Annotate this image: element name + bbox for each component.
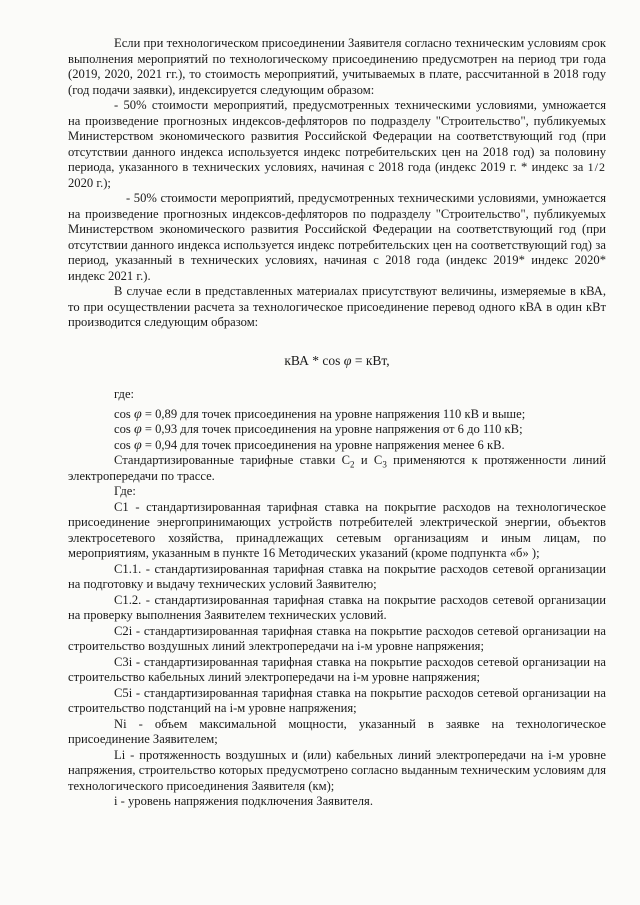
half-period-index-b: 2020 г.); [68, 175, 111, 190]
paragraph-indexation-intro: Если при технологическом присоединении Заявителя согласно техническим условиям срок выполнения мероприятий по технологическому присоединению предусмотрен на период три года (2019, 2020, 2021 гг.), то стоимость мероприятий, учитываемых в плате, рассчитанной в 2018 году (год подачи заявки), индексируется следующим образом: [68, 36, 606, 97]
formula-right: = кВт, [354, 352, 390, 368]
tariff-note-b: и С [360, 453, 383, 467]
definition-c1: С1 - стандартизированная тарифная ставка на покрытие расходов на технологическое присоединение энергопринимающих устройств потребителей электрической энергии, объектов электросетевого хозяйства, принадлежащих сетевым организациям и иным лицам, по мероприятиям, указанным в пункте 16 Методических указаний (кроме подпункта «б» ); [68, 499, 606, 560]
where-label-2: Где: [114, 484, 136, 498]
cos-line-1 [68, 407, 606, 423]
definition-c3i: С3i - стандартизированная тарифная ставка на покрытие расходов сетевой организации на строительство кабельных линий электропередачи на i-м уровне напряжения; [68, 654, 606, 684]
definition-c1-2: С1.2. - стандартизированная тарифная ставка на покрытие расходов сетевой организации на проверку выполнения Заявителем технических условий. [68, 592, 606, 622]
where-label: где: [114, 387, 135, 401]
cos-value-text: = 0,94 для точек присоединения на уровне напряжения менее 6 кВ. [144, 437, 505, 452]
cos-line-3 [68, 438, 606, 454]
subscript-3: 3 [382, 459, 387, 470]
half-period-index-a: (индекс 2019 г. * индекс за [435, 160, 584, 174]
cos-prefix: cos [114, 437, 131, 452]
half-fraction: 1/2 [587, 160, 606, 174]
definition-i: i - уровень напряжения подключения Заявителя. [114, 794, 373, 808]
phi-symbol: φ [343, 353, 352, 369]
tariff-note-c: применяются к протяженности линий электропередачи по трассе. [68, 453, 606, 483]
formula-left: кВА * cos [284, 352, 341, 368]
definition-ni: Ni - объем максимальной мощности, указанный в заявке на технологическое присоединение Заявителем; [68, 716, 606, 746]
definition-c1-1: С1.1. - стандартизированная тарифная ставка на покрытие расходов сетевой организации на подготовку и выдачу технических условий Заявителю; [68, 561, 606, 591]
paragraph-half-period-rule [68, 98, 606, 191]
half-period-text: - 50% стоимости мероприятий, предусмотренных техническими условиями, умножается на произведение прогнозных индексов-дефляторов по подразделу "Строительство", публикуемых Министерством экономического развития Российской Федерации на соответствующий год (при отсутствии данного индекса используется индекс потребительских цен на 2018 год) за половину периода, указанного в технических условиях, начиная с 2018 года [68, 98, 606, 174]
cos-line-2 [68, 422, 606, 438]
conversion-formula [68, 353, 606, 370]
cos-value-text: = 0,93 для точек присоединения на уровне напряжения от 6 до 110 кВ; [144, 422, 523, 436]
definition-c5i: С5i - стандартизированная тарифная ставка на покрытие расходов сетевой организации на строительство подстанций на i-м уровне напряжения; [68, 685, 606, 715]
definition-c2i: С2i - стандартизированная тарифная ставка на покрытие расходов сетевой организации на строительство воздушных линий электропередачи на i-м уровне напряжения; [68, 623, 606, 653]
cos-prefix: cos [114, 406, 131, 421]
paragraph-kva-conversion: В случае если в представленных материалах присутствуют величины, измеряемые в кВА, то при осуществлении расчета за технологическое присоединение перевод одного кВА в один кВт производится следующим образом: [68, 284, 606, 329]
cos-value-text: = 0,89 для точек присоединения на уровне напряжения 110 кВ и выше; [144, 406, 526, 421]
phi-symbol: φ [133, 422, 142, 437]
phi-symbol: φ [133, 437, 142, 453]
tariff-note-a: Стандартизированные тарифные ставки С [114, 453, 351, 467]
cos-prefix: cos [114, 422, 131, 436]
subscript-2: 2 [350, 459, 355, 470]
paragraph-tariff-note [68, 453, 606, 484]
paragraph-full-period-rule: - 50% стоимости мероприятий, предусмотренных техническими условиями, умножается на произведение прогнозных индексов-дефляторов по подразделу "Строительство", публикуемых Министерством экономического развития Российской Федерации на соответствующий год (при отсутствии данного индекса используется индекс потребительских цен на соответствующий год) за период, указанный в технических условиях, начиная с 2018 года (индекс 2019* индекс 2020* индекс 2021 г.). [68, 191, 606, 283]
definition-li: Li - протяженность воздушных и (или) кабельных линий электропередачи на i-м уровне напряжения, строительство которых предусмотрено согласно выданным техническим условиям для технологического присоединения Заявителя (км); [68, 747, 606, 793]
phi-symbol: φ [133, 406, 142, 422]
